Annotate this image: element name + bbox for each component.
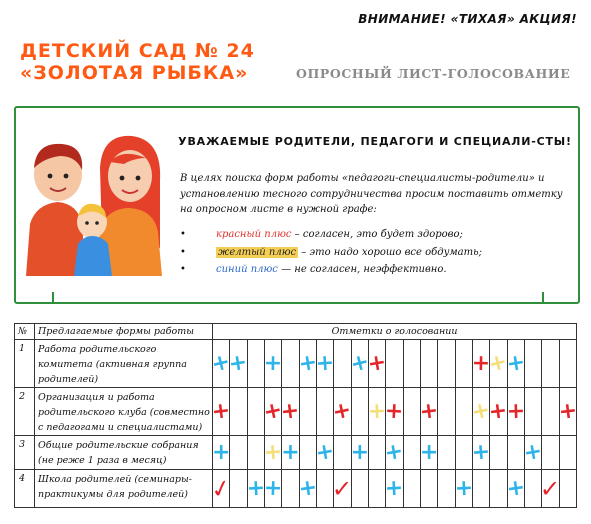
vote-cell[interactable]	[403, 436, 420, 470]
header-marks: Отметки о голосовании	[213, 324, 577, 340]
vote-cell[interactable]	[296, 470, 319, 508]
row-number: 2	[15, 388, 35, 436]
blue-plus-mark: +	[245, 475, 266, 501]
legend-item-red	[180, 226, 574, 244]
header-forms: Предлагаемые формы работы	[35, 324, 213, 340]
vote-cell[interactable]	[559, 388, 577, 436]
check-mark: ✓	[539, 474, 561, 503]
vote-cell[interactable]	[261, 388, 285, 436]
vote-cell[interactable]	[334, 340, 351, 388]
vote-cell[interactable]	[524, 388, 541, 436]
bullet: •	[180, 229, 186, 240]
blue-plus-mark: +	[313, 438, 337, 466]
vote-cell[interactable]	[559, 470, 577, 508]
vote-cell[interactable]	[296, 340, 319, 388]
legend-item-yellow	[180, 244, 574, 262]
vote-cell[interactable]	[539, 470, 561, 508]
vote-cell[interactable]	[264, 340, 281, 388]
vote-cell[interactable]	[486, 340, 511, 388]
vote-cell[interactable]	[316, 388, 333, 436]
legend-keyword-red: красный плюс	[216, 229, 292, 240]
vote-cell[interactable]	[542, 436, 559, 470]
blue-plus-mark: +	[504, 474, 527, 502]
vote-cell[interactable]	[386, 388, 403, 436]
appeal-intro: В целях поиска форм работы «педагоги-специалисты-родители» и установлению тесного сотрудничества просим поставить отметку на опросном листе в нужной графе:	[180, 173, 563, 215]
vote-cell[interactable]	[403, 470, 420, 508]
vote-cell[interactable]	[403, 388, 420, 436]
vote-cell[interactable]	[418, 388, 440, 436]
vote-cell[interactable]	[299, 388, 316, 436]
vote-cell[interactable]	[313, 436, 337, 470]
notice-text: ВНИМАНИЕ! «ТИХАЯ» АКЦИЯ!	[358, 12, 577, 26]
vote-cell[interactable]	[490, 470, 507, 508]
vote-cell[interactable]	[438, 388, 455, 436]
row-number: 1	[15, 340, 35, 388]
vote-cell[interactable]	[315, 340, 336, 388]
vote-cell[interactable]	[227, 340, 250, 388]
vote-cell[interactable]	[559, 340, 577, 388]
red-plus-mark: +	[210, 397, 232, 425]
red-plus-mark: +	[365, 349, 389, 377]
check-mark: ✓	[331, 474, 353, 503]
vote-cell[interactable]	[208, 470, 235, 508]
blue-plus-mark: +	[263, 475, 283, 501]
vote-cell[interactable]	[504, 340, 527, 388]
legend-text-yellow: – это надо хорошо все обдумать;	[298, 246, 482, 258]
form-of-work: Организация и работа родительского клуба (совместно с педагогами и специалистами)	[35, 388, 213, 436]
vote-cell[interactable]	[455, 388, 472, 436]
table-row	[15, 388, 577, 436]
vote-cell[interactable]	[365, 340, 389, 388]
vote-cell[interactable]	[470, 436, 492, 470]
vote-cell[interactable]	[247, 340, 264, 388]
kindergarten-title	[20, 40, 255, 84]
vote-cell[interactable]	[347, 340, 372, 388]
blue-plus-mark: +	[296, 349, 319, 377]
vote-cell[interactable]	[247, 388, 264, 436]
bullet: •	[180, 246, 186, 258]
form-of-work: Работа родительского комитета (активная группа родителей)	[35, 340, 213, 388]
vote-cell[interactable]	[386, 340, 403, 388]
red-plus-mark: +	[471, 350, 491, 376]
vote-cell[interactable]	[472, 340, 489, 388]
voting-table	[14, 323, 577, 508]
vote-cell[interactable]	[420, 340, 437, 388]
vote-cell[interactable]	[386, 470, 403, 508]
red-plus-mark: +	[487, 397, 510, 425]
yellow-plus-mark: +	[486, 348, 511, 378]
frame-tick	[52, 292, 54, 304]
red-plus-mark: +	[279, 397, 302, 425]
blue-plus-mark: +	[453, 475, 474, 501]
vote-cell[interactable]	[330, 388, 354, 436]
sheet-title: ОПРОСНЫЙ ЛИСТ-ГОЛОСОВАНИЕ	[296, 66, 571, 81]
vote-cell[interactable]	[351, 470, 368, 508]
vote-cell[interactable]	[507, 388, 524, 436]
vote-cell[interactable]	[383, 436, 406, 470]
blue-plus-mark: +	[209, 348, 234, 378]
vote-cell[interactable]	[504, 470, 527, 508]
legend-item-blue	[180, 261, 574, 279]
family-illustration	[22, 128, 164, 276]
vote-cell[interactable]	[282, 470, 299, 508]
blue-plus-mark: +	[315, 349, 336, 377]
check-mark: ✓	[208, 472, 235, 505]
blue-plus-mark: +	[350, 439, 369, 465]
vote-cell[interactable]	[230, 388, 247, 436]
vote-cell[interactable]	[455, 340, 472, 388]
appeal-heading: УВАЖАЕМЫЕ РОДИТЕЛИ, ПЕДАГОГИ И СПЕЦИАЛИ-СТЫ!	[178, 135, 572, 148]
blue-plus-mark: +	[281, 439, 300, 465]
legend-text-red: – согласен, это будет здорово;	[291, 229, 463, 240]
vote-cell[interactable]	[351, 436, 368, 470]
vote-cell[interactable]	[213, 436, 230, 470]
red-plus-mark: +	[330, 396, 354, 426]
blue-plus-mark: +	[296, 474, 319, 502]
vote-cell[interactable]	[469, 388, 493, 436]
vote-cell[interactable]	[507, 436, 524, 470]
vote-cell[interactable]	[542, 388, 559, 436]
row-number: 4	[15, 470, 35, 508]
red-plus-mark: +	[384, 398, 405, 424]
vote-cell[interactable]	[331, 470, 353, 508]
vote-cell[interactable]	[279, 388, 302, 436]
vote-cell[interactable]	[210, 388, 232, 436]
vote-cell[interactable]	[334, 436, 351, 470]
vote-cell[interactable]	[282, 436, 299, 470]
kindergarten-title-line1: ДЕТСКИЙ САД № 24	[20, 40, 255, 62]
legend-text-blue: — не согласен, неэффективно.	[277, 264, 447, 275]
vote-cell[interactable]	[230, 436, 247, 470]
table-row	[15, 470, 577, 508]
vote-cell[interactable]	[438, 470, 455, 508]
vote-cell[interactable]	[209, 340, 234, 388]
blue-plus-mark: +	[347, 348, 372, 378]
row-number: 3	[15, 436, 35, 470]
blue-plus-mark: +	[211, 439, 231, 465]
vote-cell[interactable]	[262, 436, 284, 470]
vote-cell[interactable]	[420, 436, 437, 470]
header-num: №	[15, 324, 35, 340]
yellow-plus-mark: +	[469, 396, 493, 426]
vote-cell[interactable]	[368, 470, 385, 508]
blue-plus-mark: +	[384, 475, 405, 501]
blue-plus-mark: +	[521, 438, 545, 466]
vote-cell[interactable]	[420, 470, 437, 508]
vote-cell[interactable]	[368, 388, 385, 436]
vote-cell[interactable]	[472, 470, 489, 508]
vote-cell[interactable]	[230, 470, 247, 508]
vote-cell[interactable]	[559, 436, 577, 470]
red-plus-mark: +	[261, 396, 285, 426]
frame-tick	[542, 292, 544, 304]
form-of-work: Общие родительские собрания (не реже 1 раза в месяц)	[35, 436, 213, 470]
vote-cell[interactable]	[438, 436, 455, 470]
blue-plus-mark: +	[504, 349, 527, 377]
bullet: •	[180, 264, 186, 275]
vote-cell[interactable]	[487, 388, 510, 436]
vote-cell[interactable]	[542, 340, 559, 388]
vote-cell[interactable]	[524, 340, 541, 388]
vote-cell[interactable]	[490, 436, 507, 470]
blue-plus-mark: +	[227, 349, 250, 377]
red-plus-mark: +	[557, 397, 579, 425]
vote-cell[interactable]	[455, 470, 472, 508]
vote-cell[interactable]	[264, 470, 281, 508]
yellow-plus-mark: +	[367, 398, 387, 424]
blue-plus-mark: +	[263, 350, 283, 376]
legend-keyword-yellow: желтый плюс	[218, 246, 297, 258]
vote-cell[interactable]	[403, 340, 420, 388]
vote-cell[interactable]	[247, 470, 264, 508]
table-row	[15, 340, 577, 388]
blue-plus-mark: +	[419, 439, 439, 465]
kindergarten-title-line2: «ЗОЛОТАЯ РЫБКА»	[20, 62, 249, 84]
vote-cell[interactable]	[521, 436, 545, 470]
yellow-plus-mark: +	[262, 438, 284, 466]
table-row	[15, 436, 577, 470]
vote-cell[interactable]	[438, 340, 455, 388]
legend-keyword-blue: синий плюс	[216, 264, 278, 275]
legend-list	[180, 226, 574, 279]
red-plus-mark: +	[418, 397, 440, 425]
blue-plus-mark: +	[470, 438, 492, 466]
vote-cell[interactable]	[282, 340, 299, 388]
blue-plus-mark: +	[383, 438, 406, 466]
vote-cell[interactable]	[351, 388, 368, 436]
voting-table-header	[15, 324, 577, 340]
red-plus-mark: +	[506, 398, 526, 424]
child-shirt	[74, 236, 112, 276]
form-of-work: Школа родителей (семинары-практикумы для родителей)	[35, 470, 213, 508]
